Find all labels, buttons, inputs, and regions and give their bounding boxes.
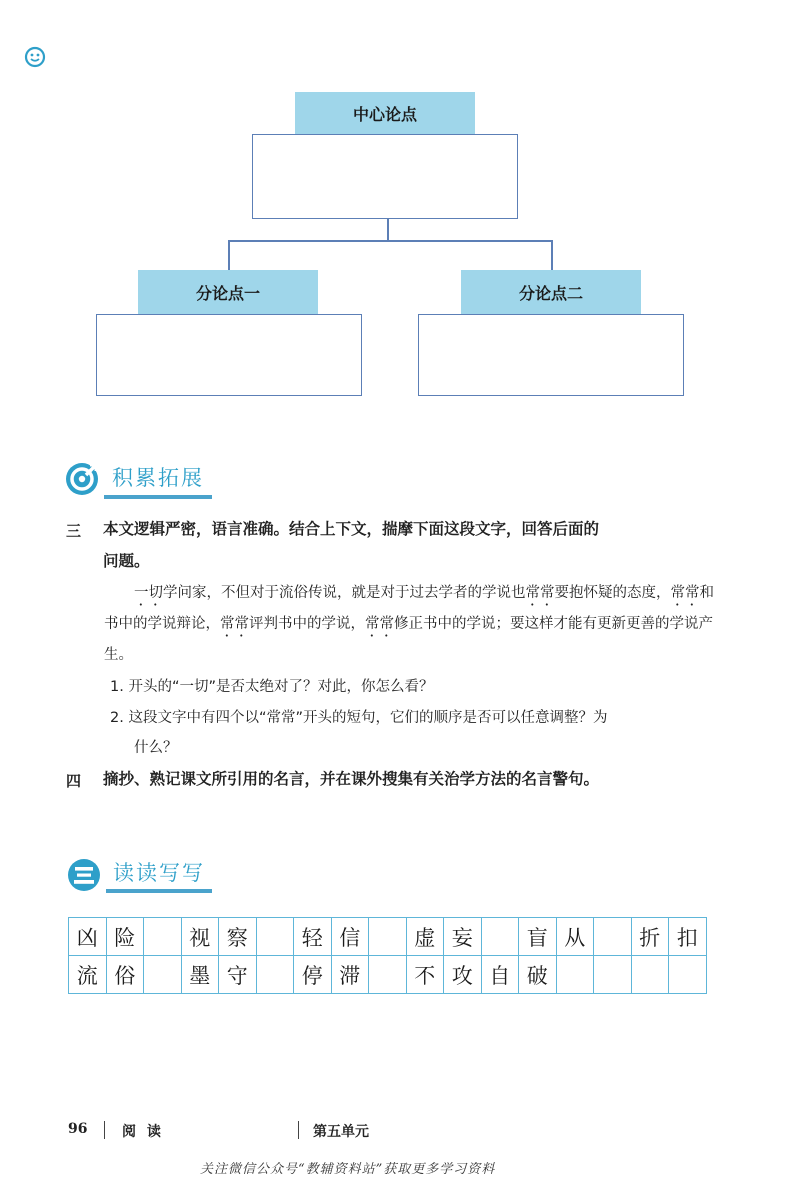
grid-cell: 虚 bbox=[406, 918, 444, 956]
connector-vertical-main bbox=[387, 219, 389, 241]
question-3-number: 三 bbox=[66, 522, 82, 540]
read-write-icon bbox=[66, 857, 102, 893]
grid-cell: 妄 bbox=[444, 918, 482, 956]
grid-cell bbox=[669, 956, 707, 994]
emphasized-char: 常 bbox=[685, 585, 700, 601]
page-number: 96 bbox=[68, 1121, 88, 1137]
grid-cell: 从 bbox=[556, 918, 594, 956]
section-underline-accumulate bbox=[104, 495, 212, 499]
footer-watermark-note: 关注微信公众号“教辅资料站”获取更多学习资料 bbox=[200, 1162, 496, 1177]
question-3-sub-2-line-2: 什么？ bbox=[134, 740, 178, 756]
footer-separator-1 bbox=[104, 1121, 105, 1139]
grid-cell: 轻 bbox=[294, 918, 332, 956]
section-title-accumulate: 积累拓展 bbox=[112, 466, 204, 490]
sub-point-1-label: 分论点一 bbox=[138, 270, 318, 314]
passage-text: 和书中的学说辩论， bbox=[104, 585, 714, 632]
footer-separator-2 bbox=[298, 1121, 299, 1139]
emphasized-char: 常 bbox=[525, 585, 540, 601]
grid-cell: 自 bbox=[481, 956, 519, 994]
question-3-sub-1: 1. 开头的“一切”是否太绝对了？对此，你怎么看？ bbox=[110, 679, 434, 695]
smiley-face-icon bbox=[24, 46, 46, 68]
grid-cell: 不 bbox=[406, 956, 444, 994]
grid-cell: 破 bbox=[519, 956, 557, 994]
grid-cell bbox=[594, 956, 632, 994]
grid-cell: 察 bbox=[219, 918, 257, 956]
grid-cell bbox=[556, 956, 594, 994]
connector-horizontal bbox=[228, 240, 552, 242]
grid-cell bbox=[144, 918, 182, 956]
vocabulary-grid bbox=[68, 917, 707, 994]
grid-cell: 滞 bbox=[331, 956, 369, 994]
passage-text: 要抱怀疑的态度， bbox=[554, 585, 671, 601]
grid-cell: 扣 bbox=[669, 918, 707, 956]
grid-cell bbox=[256, 918, 294, 956]
grid-cell: 墨 bbox=[181, 956, 219, 994]
footer-unit-label: 第五单元 bbox=[313, 1124, 369, 1140]
passage-text: 评判书中的学说， bbox=[249, 616, 365, 632]
section-title-read-write: 读读写写 bbox=[113, 861, 205, 885]
quoted-passage bbox=[104, 578, 724, 670]
sub-point-2-label: 分论点二 bbox=[461, 270, 641, 314]
grid-cell: 俗 bbox=[106, 956, 144, 994]
emphasized-char: 常 bbox=[234, 616, 249, 632]
grid-row bbox=[69, 956, 707, 994]
grid-cell: 攻 bbox=[444, 956, 482, 994]
emphasized-char: 切 bbox=[148, 585, 163, 601]
accumulate-expand-icon bbox=[64, 461, 100, 497]
grid-cell: 守 bbox=[219, 956, 257, 994]
grid-cell bbox=[144, 956, 182, 994]
passage-text: 修正书中的学说；要这样才能有更新更善的学说产生。 bbox=[104, 616, 713, 663]
emphasized-char: 常 bbox=[379, 616, 394, 632]
grid-cell bbox=[369, 918, 407, 956]
grid-cell bbox=[369, 956, 407, 994]
question-3-line-1: 本文逻辑严密，语言准确。结合上下文，揣摩下面这段文字，回答后面的 bbox=[103, 520, 600, 538]
question-4-text: 摘抄、熟记课文所引用的名言，并在课外搜集有关治学方法的名言警句。 bbox=[103, 770, 600, 788]
question-4-number: 四 bbox=[66, 772, 82, 790]
sub-point-2-box bbox=[418, 314, 684, 396]
emphasized-char: 常 bbox=[220, 616, 235, 632]
connector-vertical-right bbox=[551, 240, 553, 270]
grid-cell: 流 bbox=[69, 956, 107, 994]
emphasized-char: 一 bbox=[134, 585, 149, 601]
grid-cell: 信 bbox=[331, 918, 369, 956]
emphasized-char: 常 bbox=[365, 616, 380, 632]
grid-cell: 凶 bbox=[69, 918, 107, 956]
grid-row bbox=[69, 918, 707, 956]
grid-cell: 险 bbox=[106, 918, 144, 956]
grid-cell bbox=[481, 918, 519, 956]
connector-vertical-left bbox=[228, 240, 230, 270]
grid-cell: 盲 bbox=[519, 918, 557, 956]
question-3-sub-2-line-1: 2. 这段文字中有四个以“常常”开头的短句，它们的顺序是否可以任意调整？为 bbox=[110, 710, 608, 726]
footer-section-label: 阅 读 bbox=[122, 1124, 164, 1140]
center-thesis-box bbox=[252, 134, 518, 219]
center-thesis-label: 中心论点 bbox=[295, 92, 475, 134]
grid-cell bbox=[256, 956, 294, 994]
question-3-line-2: 问题。 bbox=[103, 552, 150, 570]
grid-cell bbox=[594, 918, 632, 956]
sub-point-1-box bbox=[96, 314, 362, 396]
emphasized-char: 常 bbox=[540, 585, 555, 601]
grid-cell bbox=[631, 956, 669, 994]
grid-cell: 视 bbox=[181, 918, 219, 956]
passage-text: 学问家，不但对于流俗传说，就是对于过去学者的学说也 bbox=[163, 585, 526, 601]
section-underline-read-write bbox=[106, 889, 212, 893]
emphasized-char: 常 bbox=[670, 585, 685, 601]
grid-cell: 停 bbox=[294, 956, 332, 994]
grid-cell: 折 bbox=[631, 918, 669, 956]
